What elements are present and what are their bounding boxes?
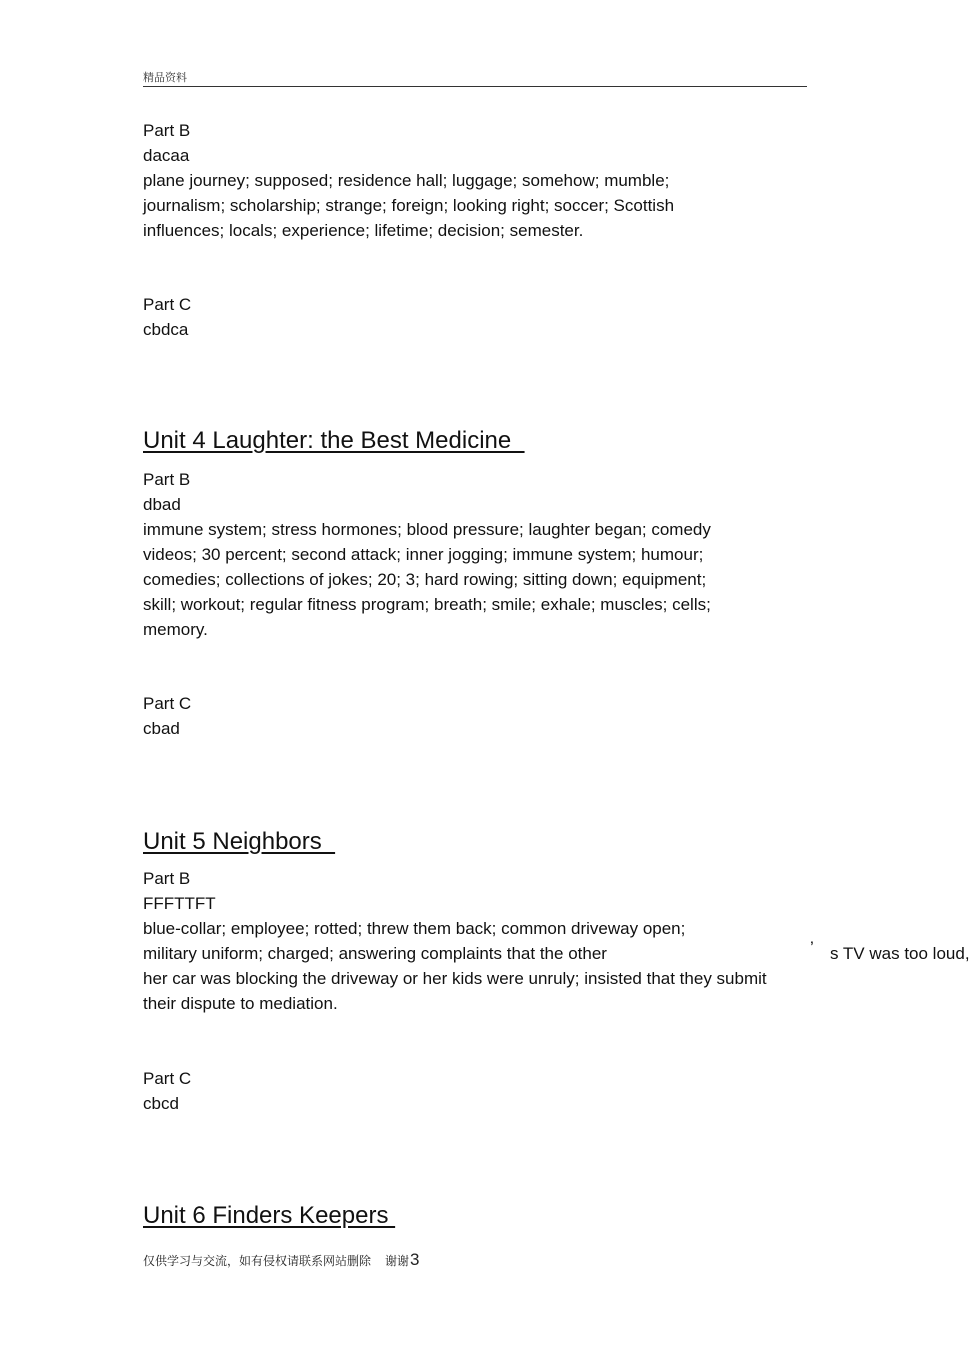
unit-5-part-c-label: Part C: [143, 1069, 192, 1088]
unit-5-part-b-text-line: blue-collar; employee; rotted; threw them back; common driveway open;: [143, 919, 686, 938]
unit-4-title: Unit 4 Laughter: the Best Medicine: [143, 427, 525, 454]
footer-disclaimer: 仅供学习与交流，如有侵权请联系网站删除: [143, 1254, 372, 1268]
header-label: 精品资料: [143, 71, 187, 84]
part-c-label: Part C: [143, 295, 192, 314]
unit-4-part-b-text-line: videos; 30 percent; second attack; inner jogging; immune system; humour;: [143, 545, 704, 564]
part-b-text-line: journalism; scholarship; strange; foreign; looking right; soccer; Scottish: [143, 196, 675, 215]
page-number: 3: [410, 1250, 420, 1269]
unit-4-part-b-text-line: immune system; stress hormones; blood pressure; laughter began; comedy: [143, 520, 711, 539]
unit-4-part-b-text-line: comedies; collections of jokes; 20; 3; hard rowing; sitting down; equipment;: [143, 570, 707, 589]
unit-4-part-b-text-line: skill; workout; regular fitness program; breath; smile; exhale; muscles; cells;: [143, 595, 711, 614]
part-b-text-line: plane journey; supposed; residence hall; luggage; somehow; mumble;: [143, 171, 670, 190]
unit-6-title: Unit 6 Finders Keepers: [143, 1202, 396, 1229]
footer-thanks: 谢谢: [385, 1254, 410, 1268]
unit-4-part-b-text-line: memory.: [143, 620, 208, 639]
part-b-answers: dacaa: [143, 146, 190, 165]
part-b-text-line: influences; locals; experience; lifetime; decision; semester.: [143, 221, 584, 240]
page-header: [143, 66, 807, 87]
unit-5-overflow-text: s TV was too loud,: [830, 944, 970, 963]
part-c-answers: cbdca: [143, 320, 189, 339]
unit-5-apostrophe: ’: [810, 938, 814, 957]
unit-5-part-b-label: Part B: [143, 869, 191, 888]
unit-4-part-b-answers: dbad: [143, 495, 181, 514]
unit-5-part-b-answers: FFFTTFT: [143, 894, 216, 913]
unit-5-part-b-text-line: their dispute to mediation.: [143, 994, 338, 1013]
unit-4-part-c-label: Part C: [143, 694, 192, 713]
part-b-label: Part B: [143, 121, 191, 140]
unit-5-title: Unit 5 Neighbors: [143, 828, 336, 855]
unit-5-part-c-answers: cbcd: [143, 1094, 179, 1113]
page-footer: [143, 1250, 420, 1270]
unit-4-part-c-answers: cbad: [143, 719, 180, 738]
unit-5-part-b-text-line: her car was blocking the driveway or her kids were unruly; insisted that they submit: [143, 969, 767, 988]
unit-5-part-b-text-line: military uniform; charged; answering complaints that the other: [143, 944, 607, 963]
unit-4-part-b-label: Part B: [143, 470, 191, 489]
